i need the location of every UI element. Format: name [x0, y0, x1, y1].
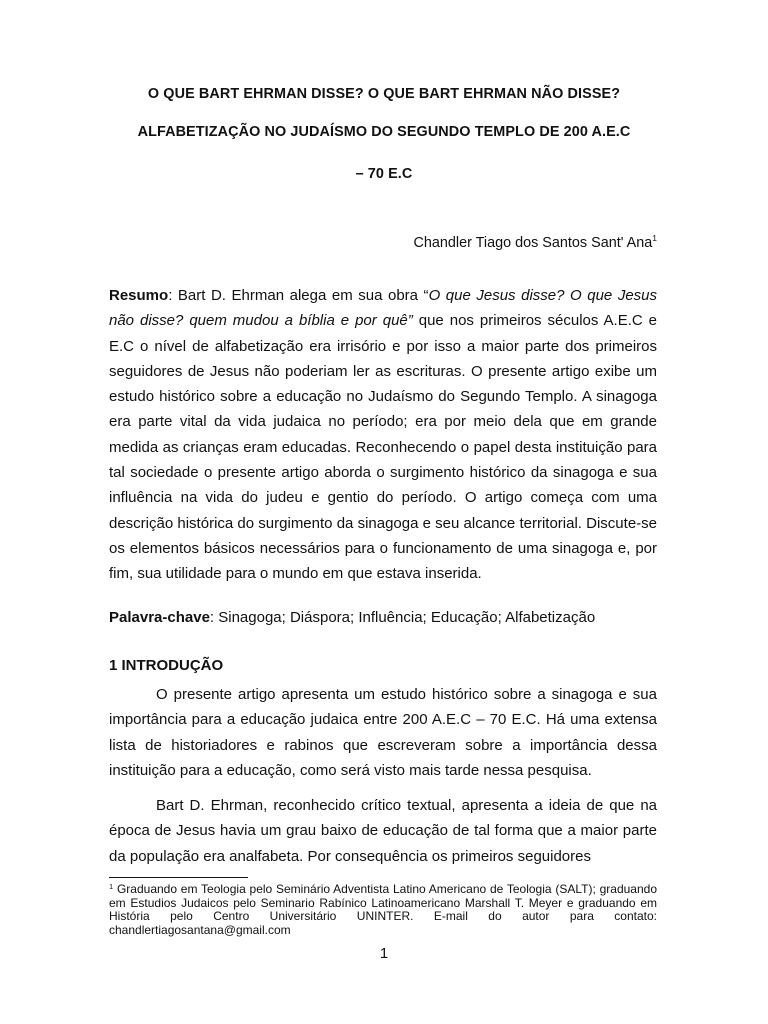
keywords-line	[109, 607, 657, 629]
author-footnote-mark: 1	[652, 233, 657, 243]
title-line-1: O QUE BART EHRMAN DISSE? O QUE BART EHRMAN NÃO DISSE?	[147, 86, 621, 102]
footnote-text: Graduando em Teologia pelo Seminário Adventista Latino Americano de Teologia (SALT); graduando em Estudios Judaicos pelo Seminario Rabínico Latinoamericano Marshall T. Meyer e graduando em História pelo Centro Universitário UNINTER. E-mail do autor para contato: chandlertiagosantana@gmail.com	[109, 882, 657, 937]
author-name: Chandler Tiago dos Santos Sant' Ana	[413, 235, 653, 251]
intro-paragraph-2: Bart D. Ehrman, reconhecido crítico textual, apresenta a ideia de que na época de Jesus havia um grau baixo de educação de tal forma que a maior parte da população era analfabeta. Por consequência os primeiros seguidores	[109, 797, 657, 865]
title-line-2: ALFABETIZAÇÃO NO JUDAÍSMO DO SEGUNDO TEMPLO DE 200 A.E.C	[137, 124, 631, 140]
section-heading: 1 INTRODUÇÃO	[109, 657, 224, 674]
page-number: 1	[379, 945, 389, 962]
footnote	[109, 880, 657, 937]
title-line-3: – 70 E.C	[355, 166, 413, 182]
footnote-separator	[109, 877, 248, 878]
keywords-label: Palavra-chave	[109, 609, 210, 626]
keywords-text: : Sinagoga; Diáspora; Influência; Educação; Alfabetização	[209, 609, 596, 626]
abstract-paragraph	[109, 283, 657, 587]
abstract-text-rest: que nos primeiros séculos A.E.C e E.C o nível de alfabetização era irrisório e por isso a maior parte dos primeiros seguidores de Jesus não poderiam ler as escrituras. O presente artigo exibe um estudo histórico sobre a educação no Judaísmo do Segundo Templo. A sinagoga era parte vital da vida judaica no período; era por meio dela que em grande medida as crianças eram educadas. Reconhecendo o papel desta instituição para tal sociedade o presente artigo aborda o surgimento histórico da sinagoga e sua influência na vida do judeu e gentio do período. O artigo começa com uma descrição histórica do surgimento da sinagoga e seu alcance territorial. Discute-se os elementos básicos necessários para o funcionamento de uma sinagoga e, por fim, sua utilidade para o mundo em que estava inserida.	[109, 312, 658, 583]
intro-paragraph-1: O presente artigo apresenta um estudo histórico sobre a sinagoga e sua importância para a educação judaica entre 200 A.E.C – 70 E.C. Há uma extensa lista de historiadores e rabinos que escreveram sobre a importância dessa instituição para a educação, como será visto mais tarde nessa pesquisa.	[109, 686, 657, 779]
abstract-label: Resumo	[109, 287, 169, 304]
abstract-book-title: O que Jesus disse? O que Jesus não disse? quem mudou a bíblia e por quê”	[109, 287, 658, 330]
author-line	[414, 233, 658, 251]
footnote-mark: 1	[109, 882, 114, 891]
abstract-text-start: : Bart D. Ehrman alega em sua obra “	[168, 287, 429, 304]
